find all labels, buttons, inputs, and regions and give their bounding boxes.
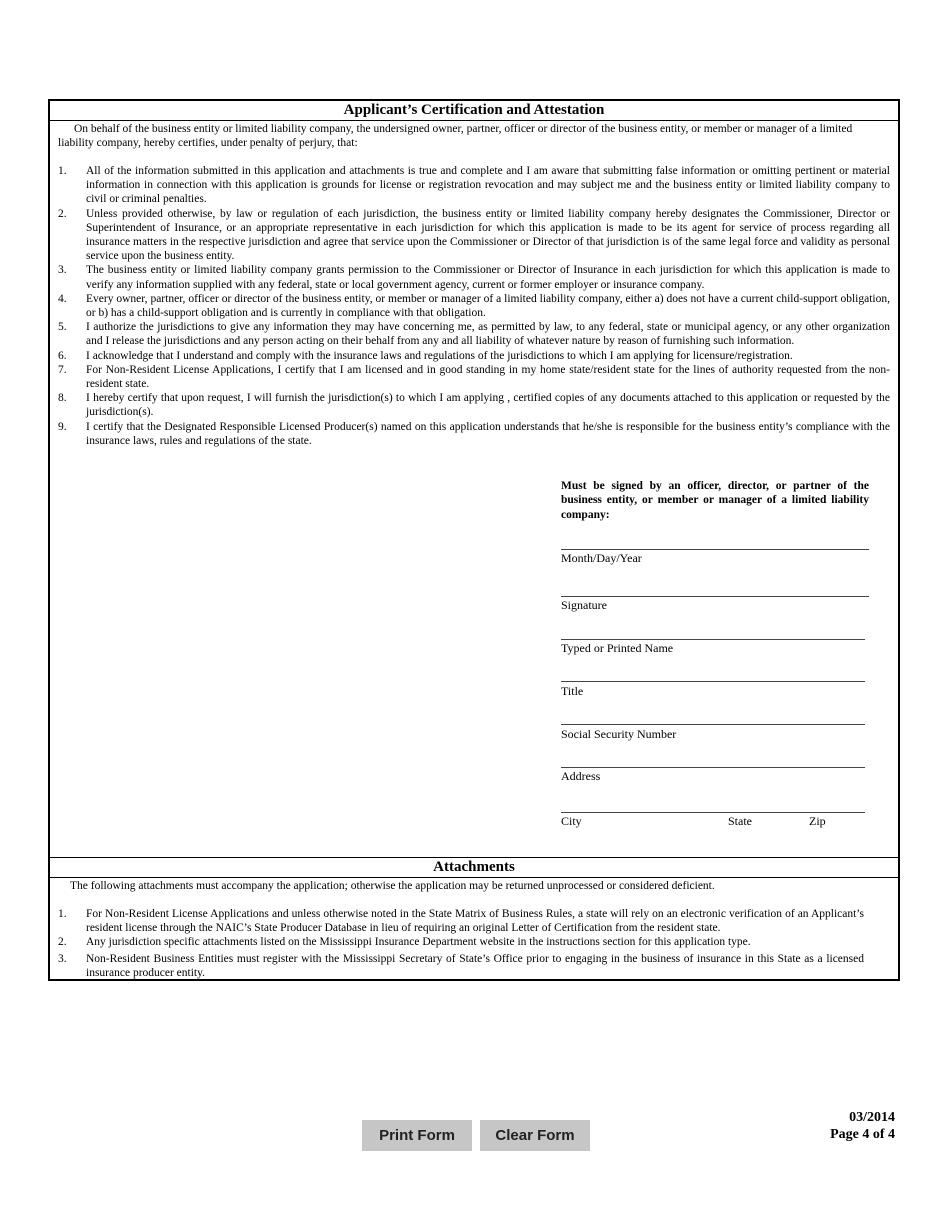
certification-item-7: 7. For Non-Resident License Applications, I certify that I am licensed and in good standing in my home state/resident state for the lines of authority requested from the non-resident state. xyxy=(58,363,890,391)
certification-item-1: 1. All of the information submitted in this application and attachments is true and complete and I am aware that submitting false information or omitting pertinent or material information in connection with this application is grounds for license or registration revocation and may subject me and the business entity or limited liability company to civil or criminal penalties. xyxy=(58,165,890,206)
form-date-code: 03/2014 xyxy=(849,1110,895,1125)
attachments-intro: The following attachments must accompany the application; otherwise the application may be returned unprocessed or considered deficient. xyxy=(70,880,715,892)
certification-title: Applicant’s Certification and Attestation xyxy=(343,102,605,118)
certification-list xyxy=(50,164,890,448)
page-number: Page 4 of 4 xyxy=(830,1127,895,1142)
date-label: Month/Day/Year xyxy=(561,551,642,565)
address-line[interactable] xyxy=(561,767,865,768)
signature-label: Signature xyxy=(561,598,607,612)
certification-item-2: 2. Unless provided otherwise, by law or regulation of each jurisdiction, the business entity or limited liability company hereby designates the Commissioner, Director or Superintendent of Insurance, or an appropriate representative in each jurisdiction for which this application is made to be its agent for service of process regarding all insurance matters in the respective jurisdiction and agree that service upon the Commissioner or Director of that jurisdiction is of the same legal force and validity as personal service upon the business entity. xyxy=(58,207,890,263)
state-label: State xyxy=(728,814,752,828)
certification-item-9: 9. I certify that the Designated Responsible Licensed Producer(s) named on this application understands that he/she is responsible for the business entity’s compliance with the insurance laws, rules and regulations of the state. xyxy=(58,420,890,447)
city-state-zip-line[interactable] xyxy=(561,812,865,813)
title-label: Title xyxy=(561,684,584,698)
attachments-list xyxy=(50,907,890,980)
signature-block xyxy=(561,479,869,828)
city-label: City xyxy=(561,814,582,828)
address-label: Address xyxy=(561,769,601,783)
certification-item-8: 8. I hereby certify that upon request, I will furnish the jurisdiction(s) to which I am applying , certified copies of any documents attached to this application or requested by the jurisdiction(s). xyxy=(58,392,890,419)
name-line[interactable] xyxy=(561,639,865,640)
title-line[interactable] xyxy=(561,681,865,682)
clear-form-button[interactable]: Clear Form xyxy=(480,1120,590,1151)
certification-item-3: 3. The business entity or limited liability company grants permission to the Commissioner or Director of Insurance in each jurisdiction for which this application is made to verify any information supplied with any federal, state or local government agency, current or former employer or insurance company. xyxy=(58,264,890,291)
certification-item-6: 6. I acknowledge that I understand and comply with the insurance laws and regulations of the jurisdictions to which I am applying for licensure/registration. xyxy=(58,349,793,362)
name-label: Typed or Printed Name xyxy=(561,641,674,655)
ssn-line[interactable] xyxy=(561,724,865,725)
certification-item-5: 5. I authorize the jurisdictions to give any information they may have concerning me, as permitted by law, to any federal, state or municipal agency, or any other organization and I release the jurisdictions and any person acting on their behalf from any and all liability of whatever nature by reason of furnishing such information. xyxy=(58,321,890,348)
attachment-item-1: 1. For Non-Resident License Applications and unless otherwise noted in the State Matrix of Business Rules, a state will rely on an electronic verification of an Applicant’s resident license through the NAIC’s State Producer Database in lieu of requiring an original Letter of Certification from the resident state. xyxy=(58,908,864,935)
form-frame xyxy=(48,99,900,981)
date-line[interactable] xyxy=(561,549,869,550)
print-form-button[interactable]: Print Form xyxy=(362,1120,472,1151)
title-divider xyxy=(50,120,898,121)
certification-intro: On behalf of the business entity or limited liability company, the undersigned owner, partner, officer or director of the business entity, or member or manager of a limited liability company, hereby certifies, under penalty of perjury, that: xyxy=(58,123,853,149)
attachments-top-divider xyxy=(50,857,898,858)
certification-item-4: 4. Every owner, partner, officer or director of the business entity, or member or manager of a limited liability company, either a) does not have a current child-support obligation, or b) has a child-support obligation and is currently in compliance with that obligation. xyxy=(58,292,890,320)
ssn-label: Social Security Number xyxy=(561,727,677,741)
signature-heading: Must be signed by an officer, director, or partner of the business entity, or member or manager of a limited liability company: xyxy=(561,480,869,521)
attachment-item-3: 3. Non-Resident Business Entities must register with the Mississippi Secretary of State’s Office prior to engaging in the business of insurance in this State as a licensed insurance producer entity. xyxy=(58,952,864,979)
attachment-item-2: 2. Any jurisdiction specific attachments listed on the Mississippi Insurance Department website in the instructions section for this application type. xyxy=(58,936,751,949)
attachments-title-divider xyxy=(50,877,898,878)
zip-label: Zip xyxy=(809,814,826,828)
signature-line[interactable] xyxy=(561,596,869,597)
attachments-title: Attachments xyxy=(433,859,515,875)
footer-info xyxy=(830,1109,895,1143)
